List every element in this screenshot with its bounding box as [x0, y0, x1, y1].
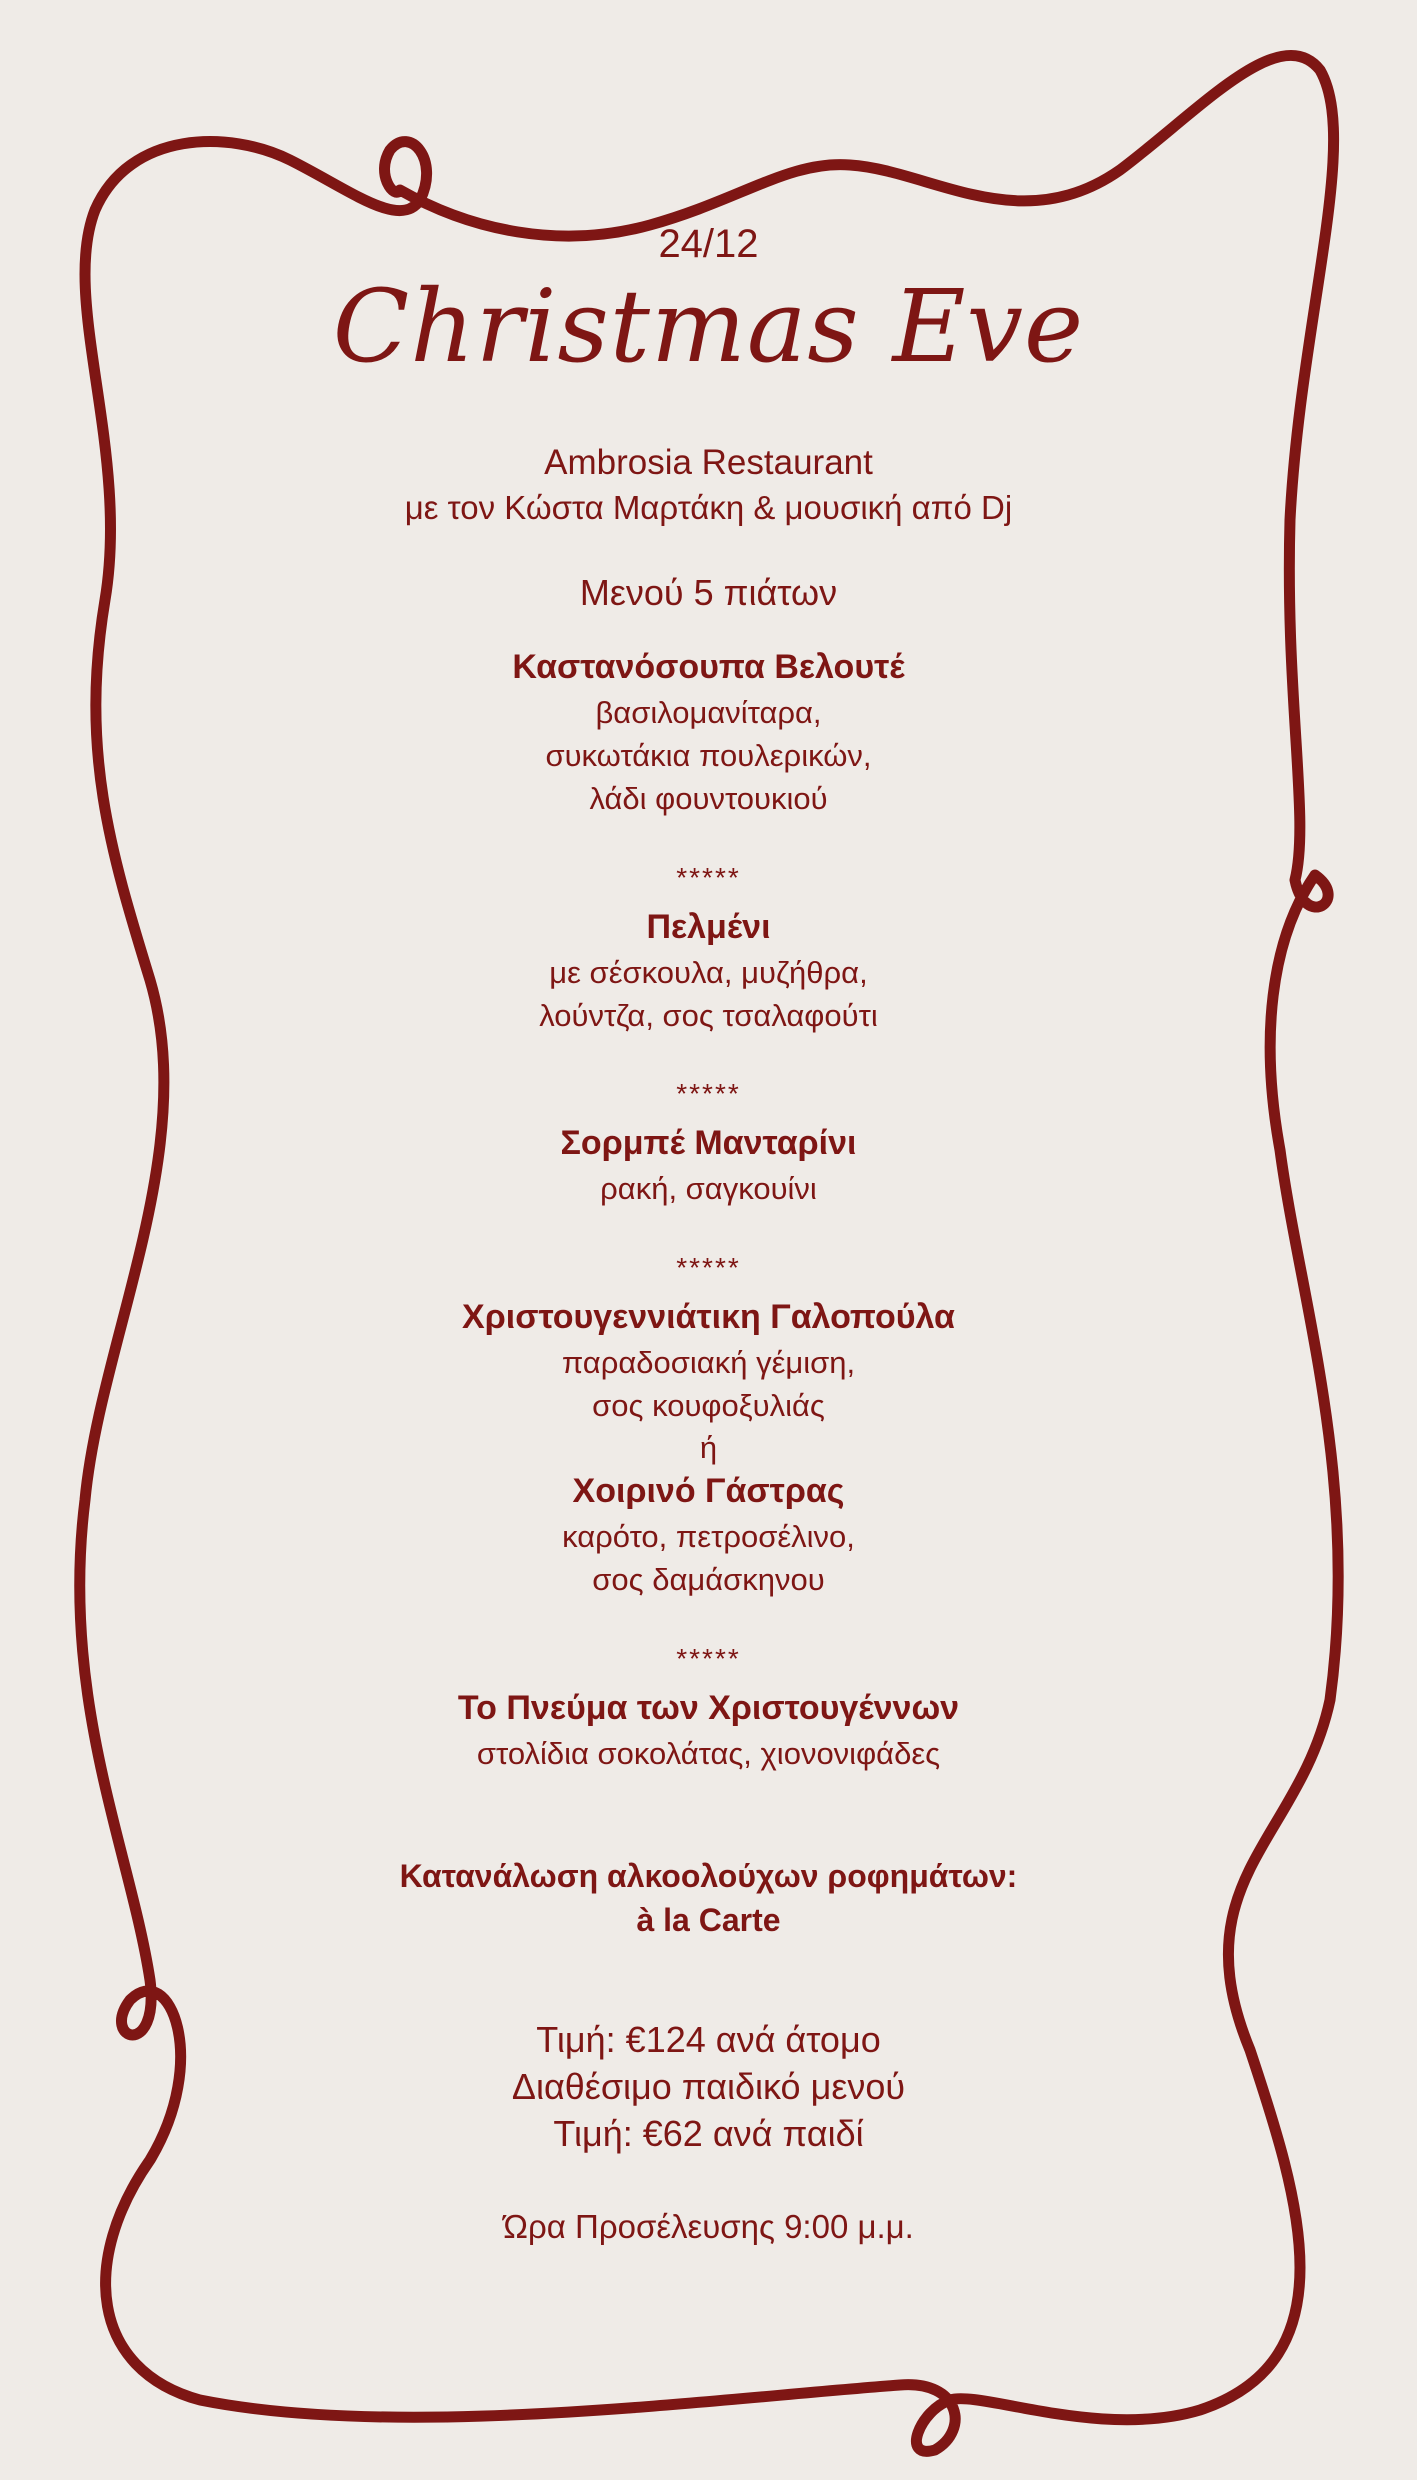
course-3-desc-1: ρακή, σαγκουίνι: [600, 1171, 817, 1206]
price-child: Τιμή: €62 ανά παιδί: [553, 2113, 864, 2154]
venue-subtitle: με τον Κώστα Μαρτάκη & μουσική από Dj: [404, 489, 1013, 526]
drinks-line-1: Κατανάλωση αλκοολούχων ροφημάτων:: [399, 1858, 1018, 1894]
event-date: 24/12: [658, 222, 759, 266]
separator-2: *****: [676, 1078, 741, 1109]
menu-heading: Μενού 5 πιάτων: [579, 572, 838, 613]
separator-4: *****: [676, 1643, 741, 1674]
course-2-desc-2: λούντζα, σος τσαλαφούτι: [539, 998, 878, 1033]
kids-menu-note: Διαθέσιμο παιδικό μενού: [511, 2066, 906, 2107]
course-1-name: Καστανόσουπα Βελουτέ: [512, 648, 905, 686]
drinks-line-2: à la Carte: [636, 1902, 781, 1938]
course-4-name: Χριστουγεννιάτικη Γαλοπούλα: [462, 1298, 955, 1336]
separator-1: *****: [676, 862, 741, 893]
course-4-desc-1: παραδοσιακή γέμιση,: [561, 1345, 856, 1380]
separator-3: *****: [676, 1252, 741, 1283]
course-4-alt-desc-1: καρότο, πετροσέλινο,: [562, 1519, 855, 1554]
course-4-alt-name: Χοιρινό Γάστρας: [572, 1472, 845, 1510]
event-title: Christmas Eve: [332, 268, 1085, 385]
course-2-desc-1: με σέσκουλα, μυζήθρα,: [549, 955, 868, 990]
course-1-desc-2: συκωτάκια πουλερικών,: [545, 738, 872, 773]
course-2-name: Πελμένι: [646, 908, 771, 946]
course-4-alt-desc-2: σος δαμάσκηνου: [592, 1562, 825, 1597]
course-5-name: Το Πνεύμα των Χριστουγέννων: [457, 1689, 960, 1727]
course-4-desc-2: σος κουφοξυλιάς: [592, 1388, 825, 1423]
price-adult: Τιμή: €124 ανά άτομο: [536, 2019, 881, 2060]
course-4-or: ή: [699, 1430, 718, 1465]
venue-name: Ambrosia Restaurant: [544, 443, 873, 482]
course-5-desc-1: στολίδια σοκολάτας, χιονονιφάδες: [476, 1736, 941, 1771]
course-3-name: Σορμπέ Μανταρίνι: [560, 1124, 857, 1162]
arrival-time: Ώρα Προσέλευσης 9:00 μ.μ.: [503, 2208, 914, 2245]
course-1-desc-1: βασιλομανίταρα,: [595, 695, 822, 730]
course-1-desc-3: λάδι φουντουκιού: [589, 781, 828, 816]
